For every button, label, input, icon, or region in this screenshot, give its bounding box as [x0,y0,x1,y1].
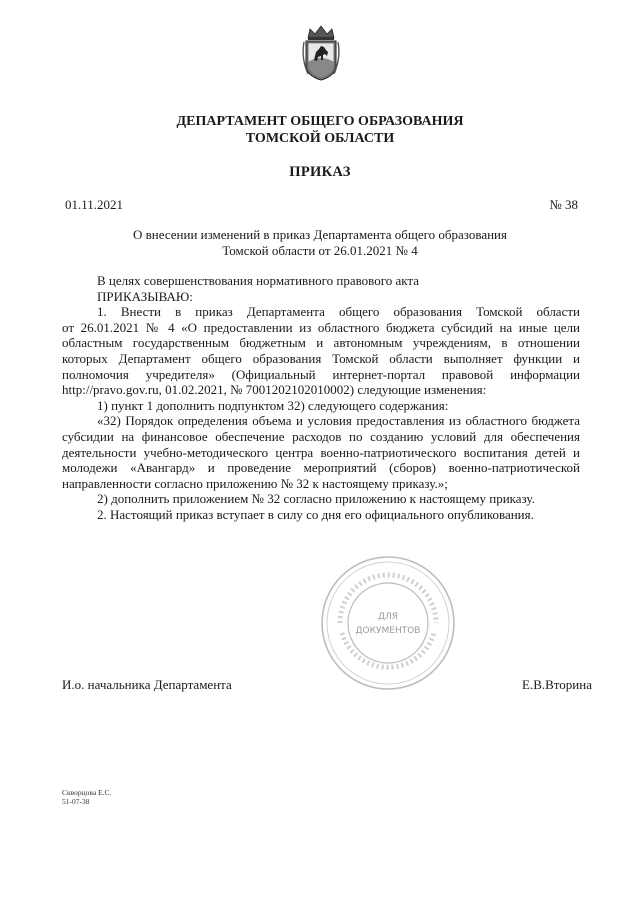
official-stamp [318,553,458,693]
subitem-1: 1) пункт 1 дополнить подпунктом 32) следующего содержания: [97,397,449,413]
quote-line: субсидии на финансовое обеспечение расходов по созданию условий для обеспечения [62,428,580,444]
paragraph-2: 2. Настоящий приказ вступает в силу со дня его официального опубликования. [97,506,534,522]
order-date: 01.11.2021 [65,197,124,212]
order-number: № 38 [549,197,578,212]
executor-name: Скворцова Е.С. [62,788,112,797]
preamble: В целях совершенствования нормативного правового акта [97,273,420,288]
quote-line: направленности согласно приложению № 32 к настоящему приказу.»; [62,475,448,491]
paragraph-1-line: 1. Внести в приказ Департамента общего образования Томской области [97,304,580,320]
subitem-2: 2) дополнить приложением № 32 согласно приложению к настоящему приказу. [97,491,535,507]
order-body [62,273,580,523]
executor-info [62,788,111,806]
order-word: ПРИКАЗЫВАЮ: [97,288,193,304]
paragraph-1-line: http://pravo.gov.ru, 01.02.2021, № 7001202102010002) следующие изменения: [62,382,487,398]
signatory-position: И.о. начальника Департамента [62,677,232,692]
document-type: ПРИКАЗ [289,164,351,180]
paragraph-1-line: областным государственным бюджетным и автономным учреждениям, в отношении [62,335,580,351]
department-title-line1: ДЕПАРТАМЕНТ ОБЩЕГО ОБРАЗОВАНИЯ [176,114,464,129]
paragraph-1-line: от 26.01.2021 № 4 «О предоставлении из областного бюджета субсидий на иные цели [62,319,580,335]
department-title-line2: ТОМСКОЙ ОБЛАСТИ [245,131,395,146]
executor-phone: 51-07-38 [62,797,90,806]
stamp-text-line1: ДЛЯ [377,612,399,622]
subject-line2: Томской области от 26.01.2021 № 4 [222,243,418,258]
stamp-text-line2: ДОКУМЕНТОВ [355,626,421,636]
signatory-name: Е.В.Вторина [522,677,592,692]
paragraph-1-line: которых Департамент общего образования Томской области выполняет функции и [62,350,580,366]
quote-line: молодежи «Авангард» и проведение мероприятий (сборов) военно-патриотической [62,460,580,476]
quote-line: деятельности учебно-методического центра военно-патриотического воспитания детей и [62,444,580,460]
tomsk-coat-of-arms-icon [300,24,342,82]
subject-line1: О внесении изменений в приказ Департамента общего образования [133,227,507,242]
quote-line: «32) Порядок определения объема и условия предоставления из областного бюджета [97,413,580,429]
paragraph-1-line: полномочия учредителя» (Официальный интернет-портал правовой информации [62,366,580,382]
